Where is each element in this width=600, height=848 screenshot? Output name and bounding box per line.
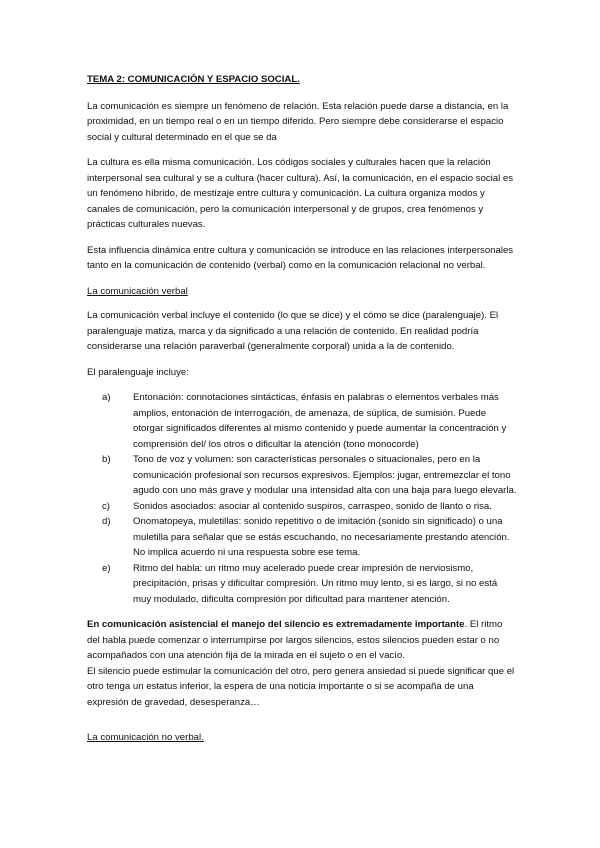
list-item-text: Ritmo del habla: un ritmo muy acelerado puede crear impresión de nerviosismo, precipitación, prisas y dificultar compresión. Un ritmo muy lento, si es largo, si no está muy modulado, dificulta compresión por dificultad para mantener atención. bbox=[133, 562, 498, 605]
list-marker: d) bbox=[102, 516, 111, 527]
list-marker: a) bbox=[102, 392, 111, 403]
list-item-text: Entonación: connotaciones sintácticas, énfasis en palabras o elementos verbales más amplios, entonación de interrogación, de amenaza, de súplica, de sumisión. Puede otorgar significados diferentes al mismo contenido y puede aumentar la concentración y comprensión del/ los otros o dificultar la atención (tono monocorde) bbox=[133, 392, 507, 450]
paragraph-text: . El ritmo del habla puede comenzar o interrumpirse por largos silencios, estos silencios pueden estar o no acompañados con una atención fija de la mirada en el sujeto o en el vacío. bbox=[87, 619, 503, 661]
list-item bbox=[102, 499, 517, 515]
list-marker: e) bbox=[102, 562, 111, 574]
document-title: TEMA 2: COMUNICACIÓN Y ESPACIO SOCIAL. bbox=[87, 74, 300, 85]
bold-lead: En comunicación asistencial el manejo del silencio es extremadamente importante bbox=[87, 619, 465, 630]
section-heading-nonverbal: La comunicación no verbal. bbox=[87, 732, 204, 743]
paragraph: El silencio puede estimular la comunicación del otro, pero genera ansiedad si puede significar que el otro tenga un estatus inferior, la espera de una noticia importante o si se acompaña de una expresión de gravedad, desesperanza… bbox=[87, 665, 515, 708]
paragraph: La comunicación verbal incluye el contenido (lo que se dice) y el cómo se dice (paralenguaje). El paralenguaje matiza, marca y da significado a una relación de contenido. En realidad podría considerarse una relación paraverbal (generalmente corporal) unida a la de contenido. bbox=[87, 310, 499, 352]
list-item bbox=[102, 452, 517, 499]
paragraph-silence bbox=[87, 617, 517, 664]
list-item-text: Tono de voz y volumen: son características personales o situacionales, pero en la comunicación profesional son recursos expresivos. Ejemplos: jugar, entremezclar el tono agudo con uno más grave y modular una intensidad alta con una baja para luego elevarla. bbox=[133, 454, 517, 496]
paragraph: El paralenguaje incluye: bbox=[87, 366, 189, 378]
section-heading-verbal: La comunicación verbal bbox=[87, 285, 188, 297]
paralanguage-list bbox=[87, 390, 517, 607]
document-body bbox=[87, 72, 517, 755]
list-item bbox=[102, 390, 517, 452]
list-item-text: Onomatopeya, muletillas: sonido repetitivo o de imitación (sonido sin significado) o una muletilla para señalar que se estás escuchando, no necesariamente prestando atención. No implica acuerdo ni una respuesta sobre ese tema. bbox=[133, 516, 510, 558]
list-marker: b) bbox=[102, 454, 111, 465]
list-item-text: Sonidos asociados: asociar al contenido suspiros, carraspeo, sonido de llanto o risa. bbox=[133, 500, 492, 512]
list-item bbox=[102, 561, 517, 608]
paragraph: Esta influencia dinámica entre cultura y comunicación se introduce en las relaciones interpersonales tanto en la comunicación de contenido (verbal) como en la comunicación relacional no verbal. bbox=[87, 244, 514, 271]
list-item bbox=[102, 514, 517, 561]
paragraph: La comunicación es siempre un fenómeno de relación. Esta relación puede darse a distancia, en la proximidad, en un tiempo real o en un tiempo diferido. Pero siempre debe considerarse el espacio social y cultural determinado en el que se da bbox=[87, 100, 509, 143]
list-marker: c) bbox=[102, 500, 110, 512]
paragraph: La cultura es ella misma comunicación. Los códigos sociales y culturales hacen que la relación interpersonal sea cultural y se a cultura (hacer cultura). Así, la comunicación, en el espacio social es un fenómeno híbrido, de mestizaje entre cultura y comunicación. La cultura organiza modos y canales de comunicación, pero la comunicación interpersonal y de grupos, crea fenómenos y prácticas culturales nuevas. bbox=[87, 157, 514, 230]
